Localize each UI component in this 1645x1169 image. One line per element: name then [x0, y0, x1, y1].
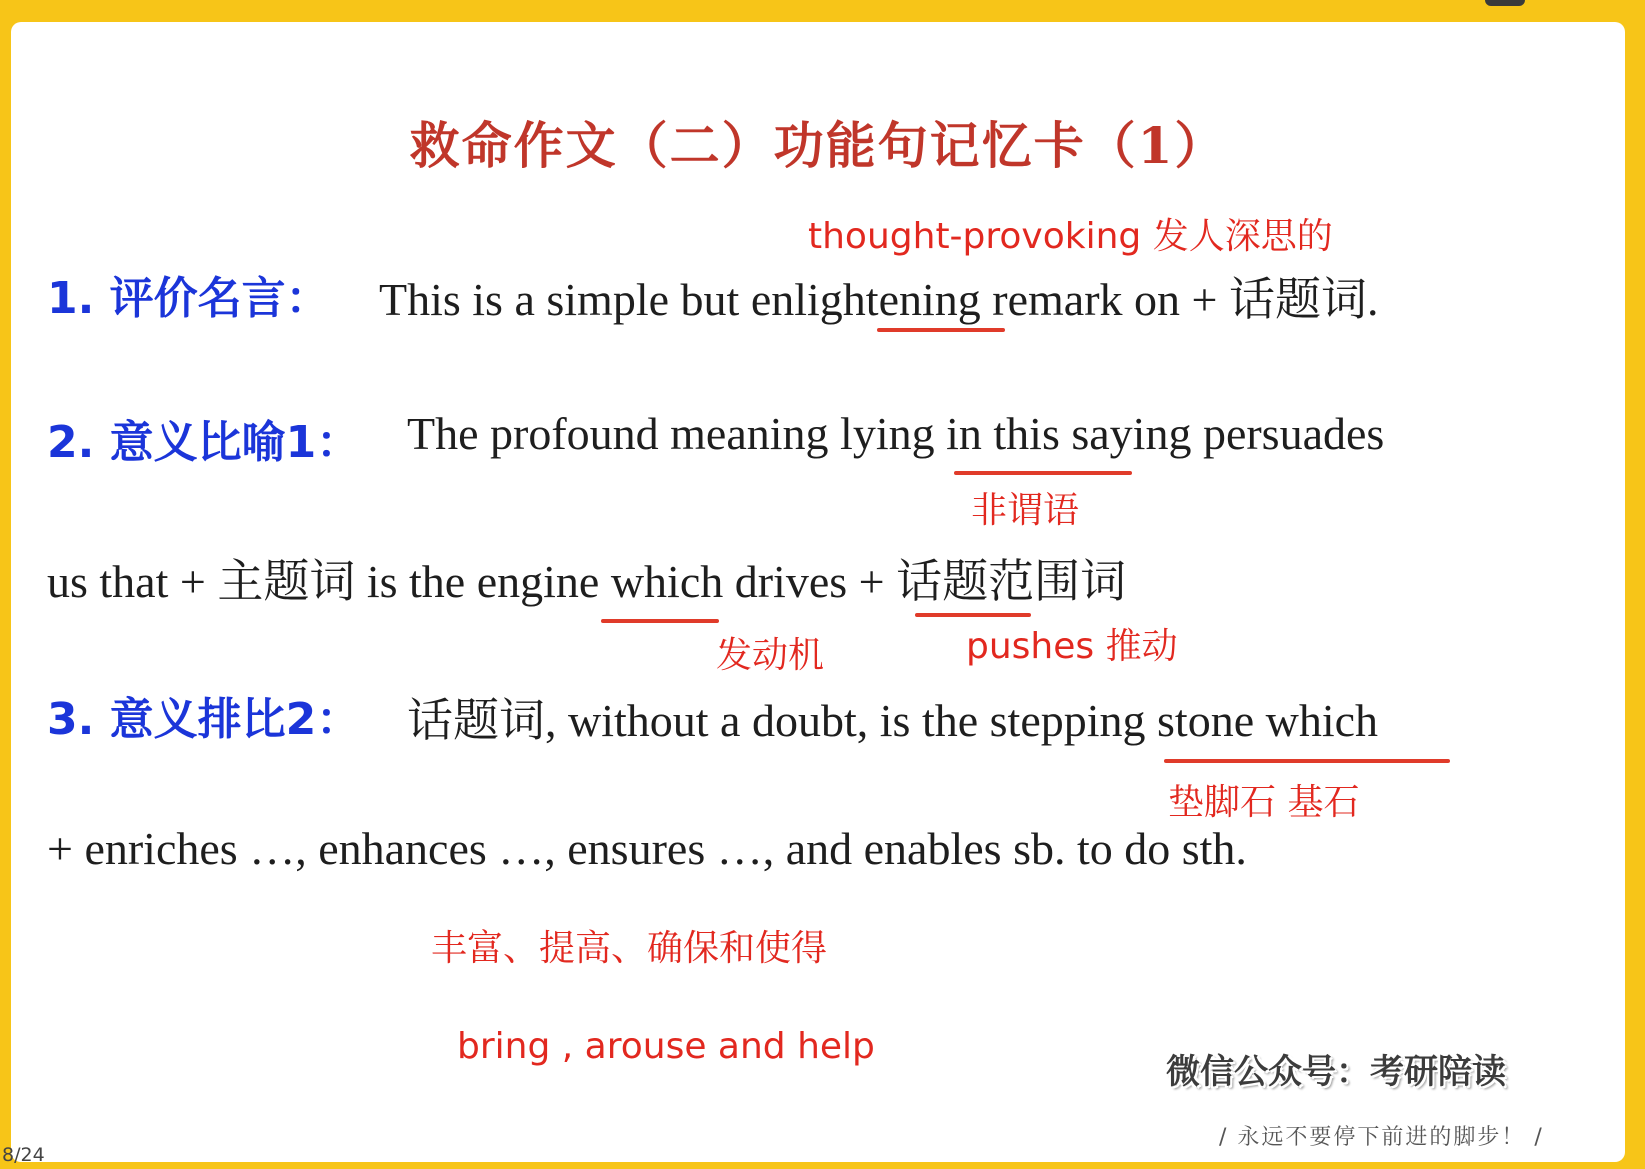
slide-title: 救命作文（二）功能句记忆卡（1）: [409, 116, 1227, 175]
page-indicator: 8/24: [2, 1144, 45, 1166]
watermark-subtitle: / 永远不要停下前进的脚步！ /: [1219, 1125, 1544, 1150]
item-2-label: 2. 意义比喻1：: [47, 417, 361, 468]
window-control-stub: [1485, 0, 1525, 6]
annotation-enriches: 丰富、提高、确保和使得: [431, 928, 828, 969]
item-3-line-1: 话题词, without a doubt, is the stepping stone which: [407, 695, 1379, 746]
annotation-pushes: pushes 推动: [966, 626, 1178, 667]
underline-stepping-stone: [1164, 759, 1450, 763]
underline-drives: [915, 613, 1031, 617]
watermark-title: 微信公众号：考研陪读: [1166, 1052, 1506, 1092]
annotation-non-predicate: 非谓语: [971, 490, 1080, 531]
underline-enlightening: [877, 328, 1005, 332]
item-3-line-2: + enriches …, enhances …, ensures …, and enables sb. to do sth.: [47, 823, 1247, 874]
item-1-label: 1. 评价名言：: [47, 273, 330, 324]
item-3-label: 3. 意义排比2：: [47, 694, 361, 745]
underline-lying-in: [954, 471, 1132, 475]
item-2-line-2: us that + 主题词 is the engine which drives + 话题范围词: [47, 556, 1127, 607]
item-1-text: This is a simple but enlightening remark on + 话题词.: [379, 274, 1379, 325]
annotation-bring-arouse-help: bring , arouse and help: [457, 1026, 875, 1067]
annotation-stepping-stone: 垫脚石 基石: [1168, 782, 1360, 823]
slide-card: [11, 22, 1625, 1162]
underline-engine: [601, 619, 719, 623]
item-2-line-1: The profound meaning lying in this saying persuades: [407, 408, 1385, 459]
annotation-engine: 发动机: [716, 635, 825, 676]
annotation-thought-provoking: thought-provoking 发人深思的: [808, 216, 1333, 257]
